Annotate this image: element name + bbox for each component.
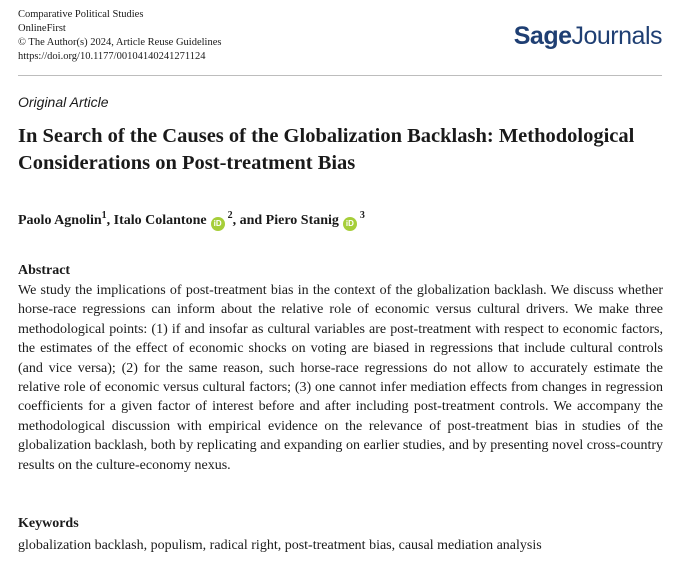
sage-journals-logo[interactable] <box>514 22 662 51</box>
keywords-heading: Keywords <box>18 516 79 531</box>
author-separator: , <box>106 213 114 228</box>
logo-light-text: Journals <box>571 22 662 50</box>
doi-link[interactable]: https://doi.org/10.1177/00104140241271124 <box>18 51 206 62</box>
orcid-icon[interactable]: iD <box>211 217 225 231</box>
author-separator: , and <box>232 213 266 228</box>
journal-name: Comparative Political Studies <box>18 9 144 20</box>
article-type: Original Article <box>18 94 109 110</box>
orcid-icon[interactable]: iD <box>343 217 357 231</box>
publication-status: OnlineFirst <box>18 23 66 34</box>
abstract-heading: Abstract <box>18 263 71 278</box>
publication-meta <box>18 8 221 64</box>
author-name[interactable]: Italo Colantone <box>113 213 207 228</box>
logo-bold-text: Sage <box>513 22 572 50</box>
affiliation-marker[interactable]: 1 <box>101 210 107 221</box>
affiliation-marker[interactable]: 3 <box>359 210 365 221</box>
keywords-list: globalization backlash, populism, radical right, post-treatment bias, causal mediation analysis <box>18 538 542 553</box>
affiliation-marker[interactable]: 2 <box>227 210 233 221</box>
author-name[interactable]: Paolo Agnolin <box>18 213 102 228</box>
abstract-text: We study the implications of post-treatment bias in the context of the globalization backlash. We discuss whether horse-race regressions can inform about the relative role of economic versus cultural drivers. We make three methodological points: (1) if and insofar as cultural variables are post-treatment with respect to economic factors, the estimates of the effect of economic shocks on voting are biased in regressions that include cultural controls (and vice versa); (2) for the same reason, such horse-race regressions do not allow to accurately estimate the relative role of economic versus cultural factors; (3) one cannot infer mediation effects from changes in regression coefficients for a given factor of interest before and after including post-treatment controls. We accompany the methodological discussion with empirical evidence on the relevance of post-treatment bias in studies of the globalization backlash, both by replicating and expanding on earlier studies, and by presenting novel cross-country results on the culture-economy nexus. <box>18 283 663 473</box>
article-title: In Search of the Causes of the Globalization Backlash: Methodological Considerations on Post-treatment Bias <box>18 125 635 174</box>
author-name[interactable]: Piero Stanig <box>265 213 339 228</box>
header-divider <box>18 75 662 76</box>
author-list <box>18 210 365 231</box>
copyright-line: © The Author(s) 2024, Article Reuse Guidelines <box>18 37 222 48</box>
